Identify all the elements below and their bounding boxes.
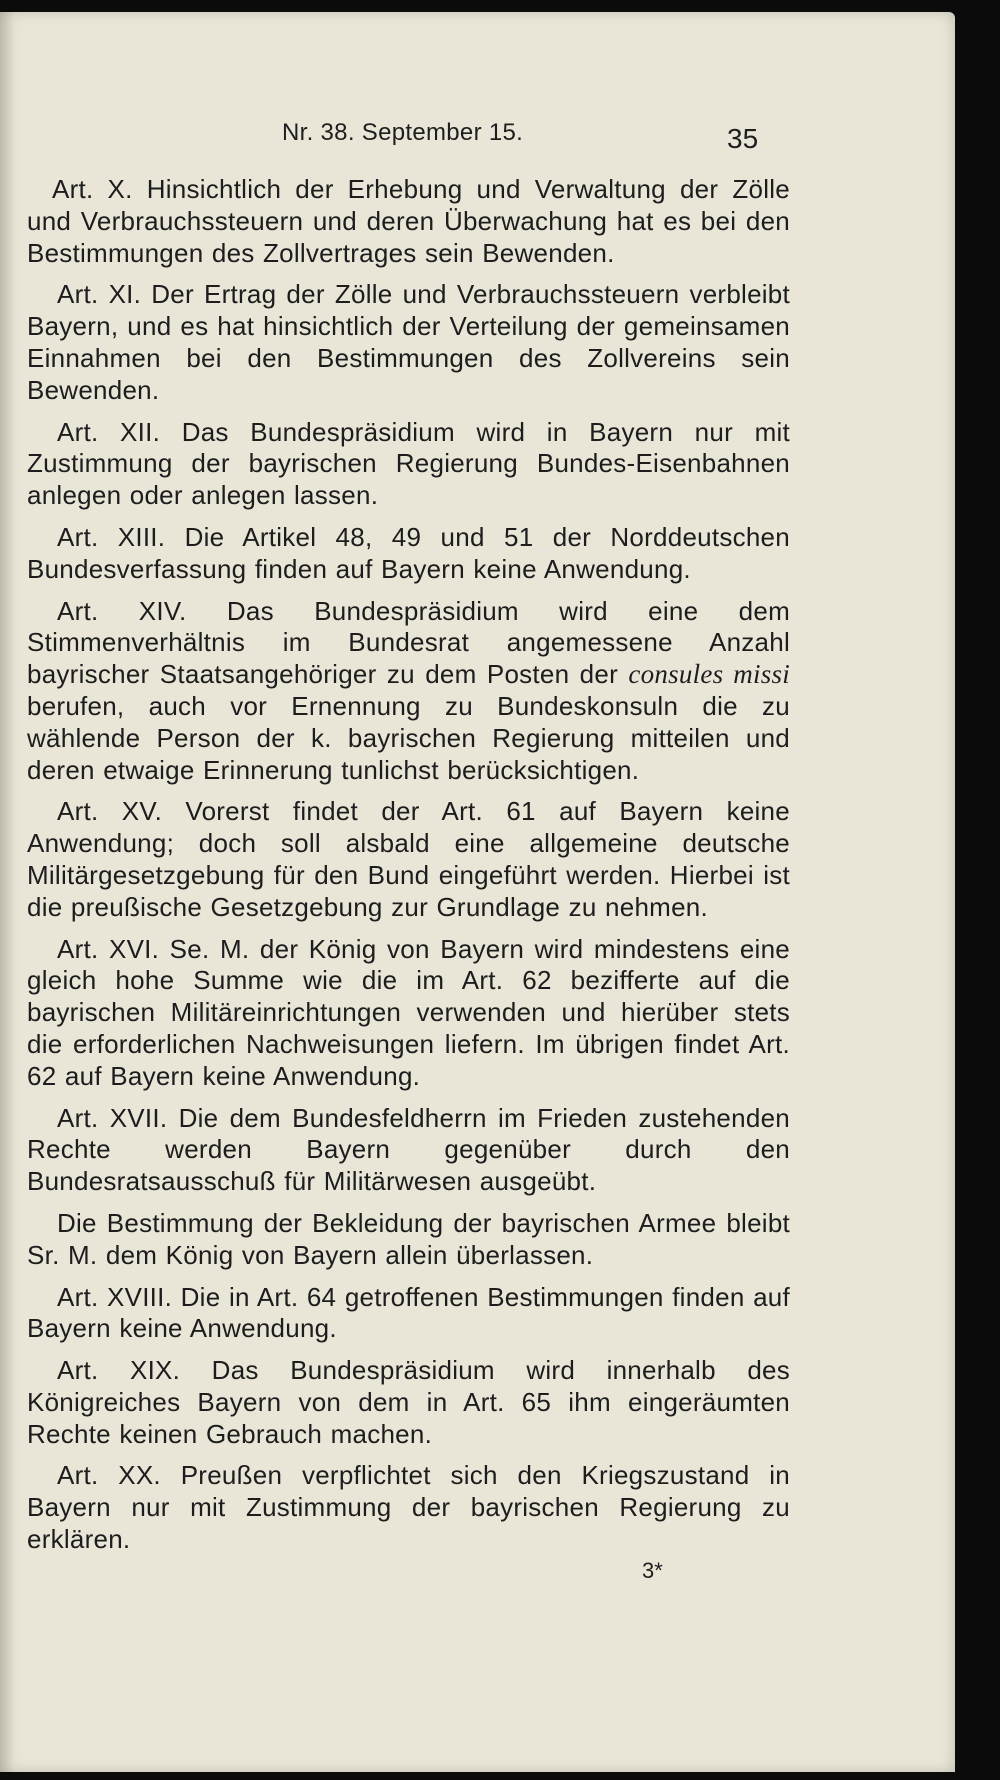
latin-term: consules missi xyxy=(628,659,791,690)
article-body: Der Ertrag der Zölle und Verbrauchssteuern verbleibt Bayern, und es hat hinsichtlich der Verteilung der gemeinsamen Einnahmen bei den Bestimmungen des Zollvereins sein Bewenden. xyxy=(27,279,790,405)
article-body: Die Artikel 48, 49 und 51 der Norddeutschen Bundesverfassung finden auf Bayern keine Anwendung. xyxy=(27,521,790,584)
paragraph-art-xvii-continued xyxy=(27,1208,790,1272)
article-number: Art. XVIII. xyxy=(57,1281,173,1312)
article-number: Art. XII. xyxy=(57,416,161,447)
paragraph-art-x xyxy=(27,174,790,269)
article-number: Art. XIX. xyxy=(57,1355,181,1386)
article-number: Art. XIV. xyxy=(57,595,187,626)
paragraph-art-xviii xyxy=(27,1282,790,1346)
paragraph-art-xii xyxy=(27,417,790,512)
article-number: Art. XV. xyxy=(57,796,163,827)
paragraph-art-xi xyxy=(27,279,790,406)
article-body: Preußen verpflichtet sich den Kriegszustand in Bayern nur mit Zustimmung der bayrischen Regierung zu erklären. xyxy=(27,1460,790,1555)
paragraph-art-xiii xyxy=(27,522,790,586)
article-body: Se. M. der König von Bayern wird mindestens eine gleich hohe Summe wie die im Art. 62 bezifferte auf die bayrischen Militäreinrichtungen verwenden und hierüber stets die erforderlichen Nachweisungen liefern. Im übrigen findet Art. 62 auf Bayern keine Anwendung. xyxy=(27,933,791,1091)
article-number: Art. XX. xyxy=(57,1460,161,1491)
article-text xyxy=(27,174,790,1566)
paragraph-art-xix xyxy=(27,1355,790,1450)
article-number: Art. XVI. xyxy=(57,933,160,964)
article-body: Die Bestimmung der Bekleidung der bayrischen Armee bleibt Sr. M. dem König von Bayern allein überlassen. xyxy=(27,1207,790,1270)
article-number: Art. XI. xyxy=(57,279,142,310)
article-body-start: Das Bundespräsidium wird eine dem Stimmenverhältnis im Bundesrat angemessene Anzahl bayrischer Staatsangehöriger zu dem Posten der xyxy=(27,595,790,690)
article-body-end: berufen, auch vor Ernennung zu Bundeskonsuln die zu wählende Person der k. bayrischen Regierung mitteilen und deren etwaige Erinnerung tunlichst berücksichtigen. xyxy=(27,690,790,785)
article-body: Vorerst findet der Art. 61 auf Bayern keine Anwendung; doch soll alsbald eine allgemeine deutsche Militärgesetzgebung für den Bund eingeführt werden. Hierbei ist die preußische Gesetzgebung zur Grundlage zu nehmen. xyxy=(27,796,790,922)
article-number: Art. X. xyxy=(52,174,133,204)
paragraph-art-xiv xyxy=(27,596,790,787)
signature-mark: 3* xyxy=(642,1558,663,1583)
page-number: 35 xyxy=(727,123,759,154)
paragraph-art-xvi xyxy=(27,934,790,1093)
article-body: Das Bundespräsidium wird in Bayern nur mit Zustimmung der bayrischen Regierung Bundes-Eisenbahnen anlegen oder anlegen lassen. xyxy=(27,416,790,511)
article-body: Das Bundespräsidium wird innerhalb des Königreiches Bayern von dem in Art. 65 ihm eingeräumten Rechte keinen Gebrauch machen. xyxy=(27,1355,790,1449)
paragraph-art-xx xyxy=(27,1460,790,1555)
paragraph-art-xv xyxy=(27,796,790,923)
running-head: Nr. 38. September 15. xyxy=(282,119,524,146)
page-header xyxy=(0,119,955,159)
article-body: Die dem Bundesfeldherrn im Frieden zustehenden Rechte werden Bayern gegenüber durch den Bundesratsausschuß für Militärwesen ausgeübt. xyxy=(27,1102,790,1197)
article-body: Die in Art. 64 getroffenen Bestimmungen finden auf Bayern keine Anwendung. xyxy=(27,1281,790,1344)
article-number: Art. XIII. xyxy=(57,521,166,552)
article-number: Art. XVII. xyxy=(57,1102,168,1133)
paragraph-art-xvii xyxy=(27,1103,790,1198)
article-body: Hinsichtlich der Erhebung und Verwaltung der Zölle und Verbrauchssteuern und deren Überwachung hat es bei den Bestimmungen des Zollvertrages sein Bewenden. xyxy=(27,174,790,268)
